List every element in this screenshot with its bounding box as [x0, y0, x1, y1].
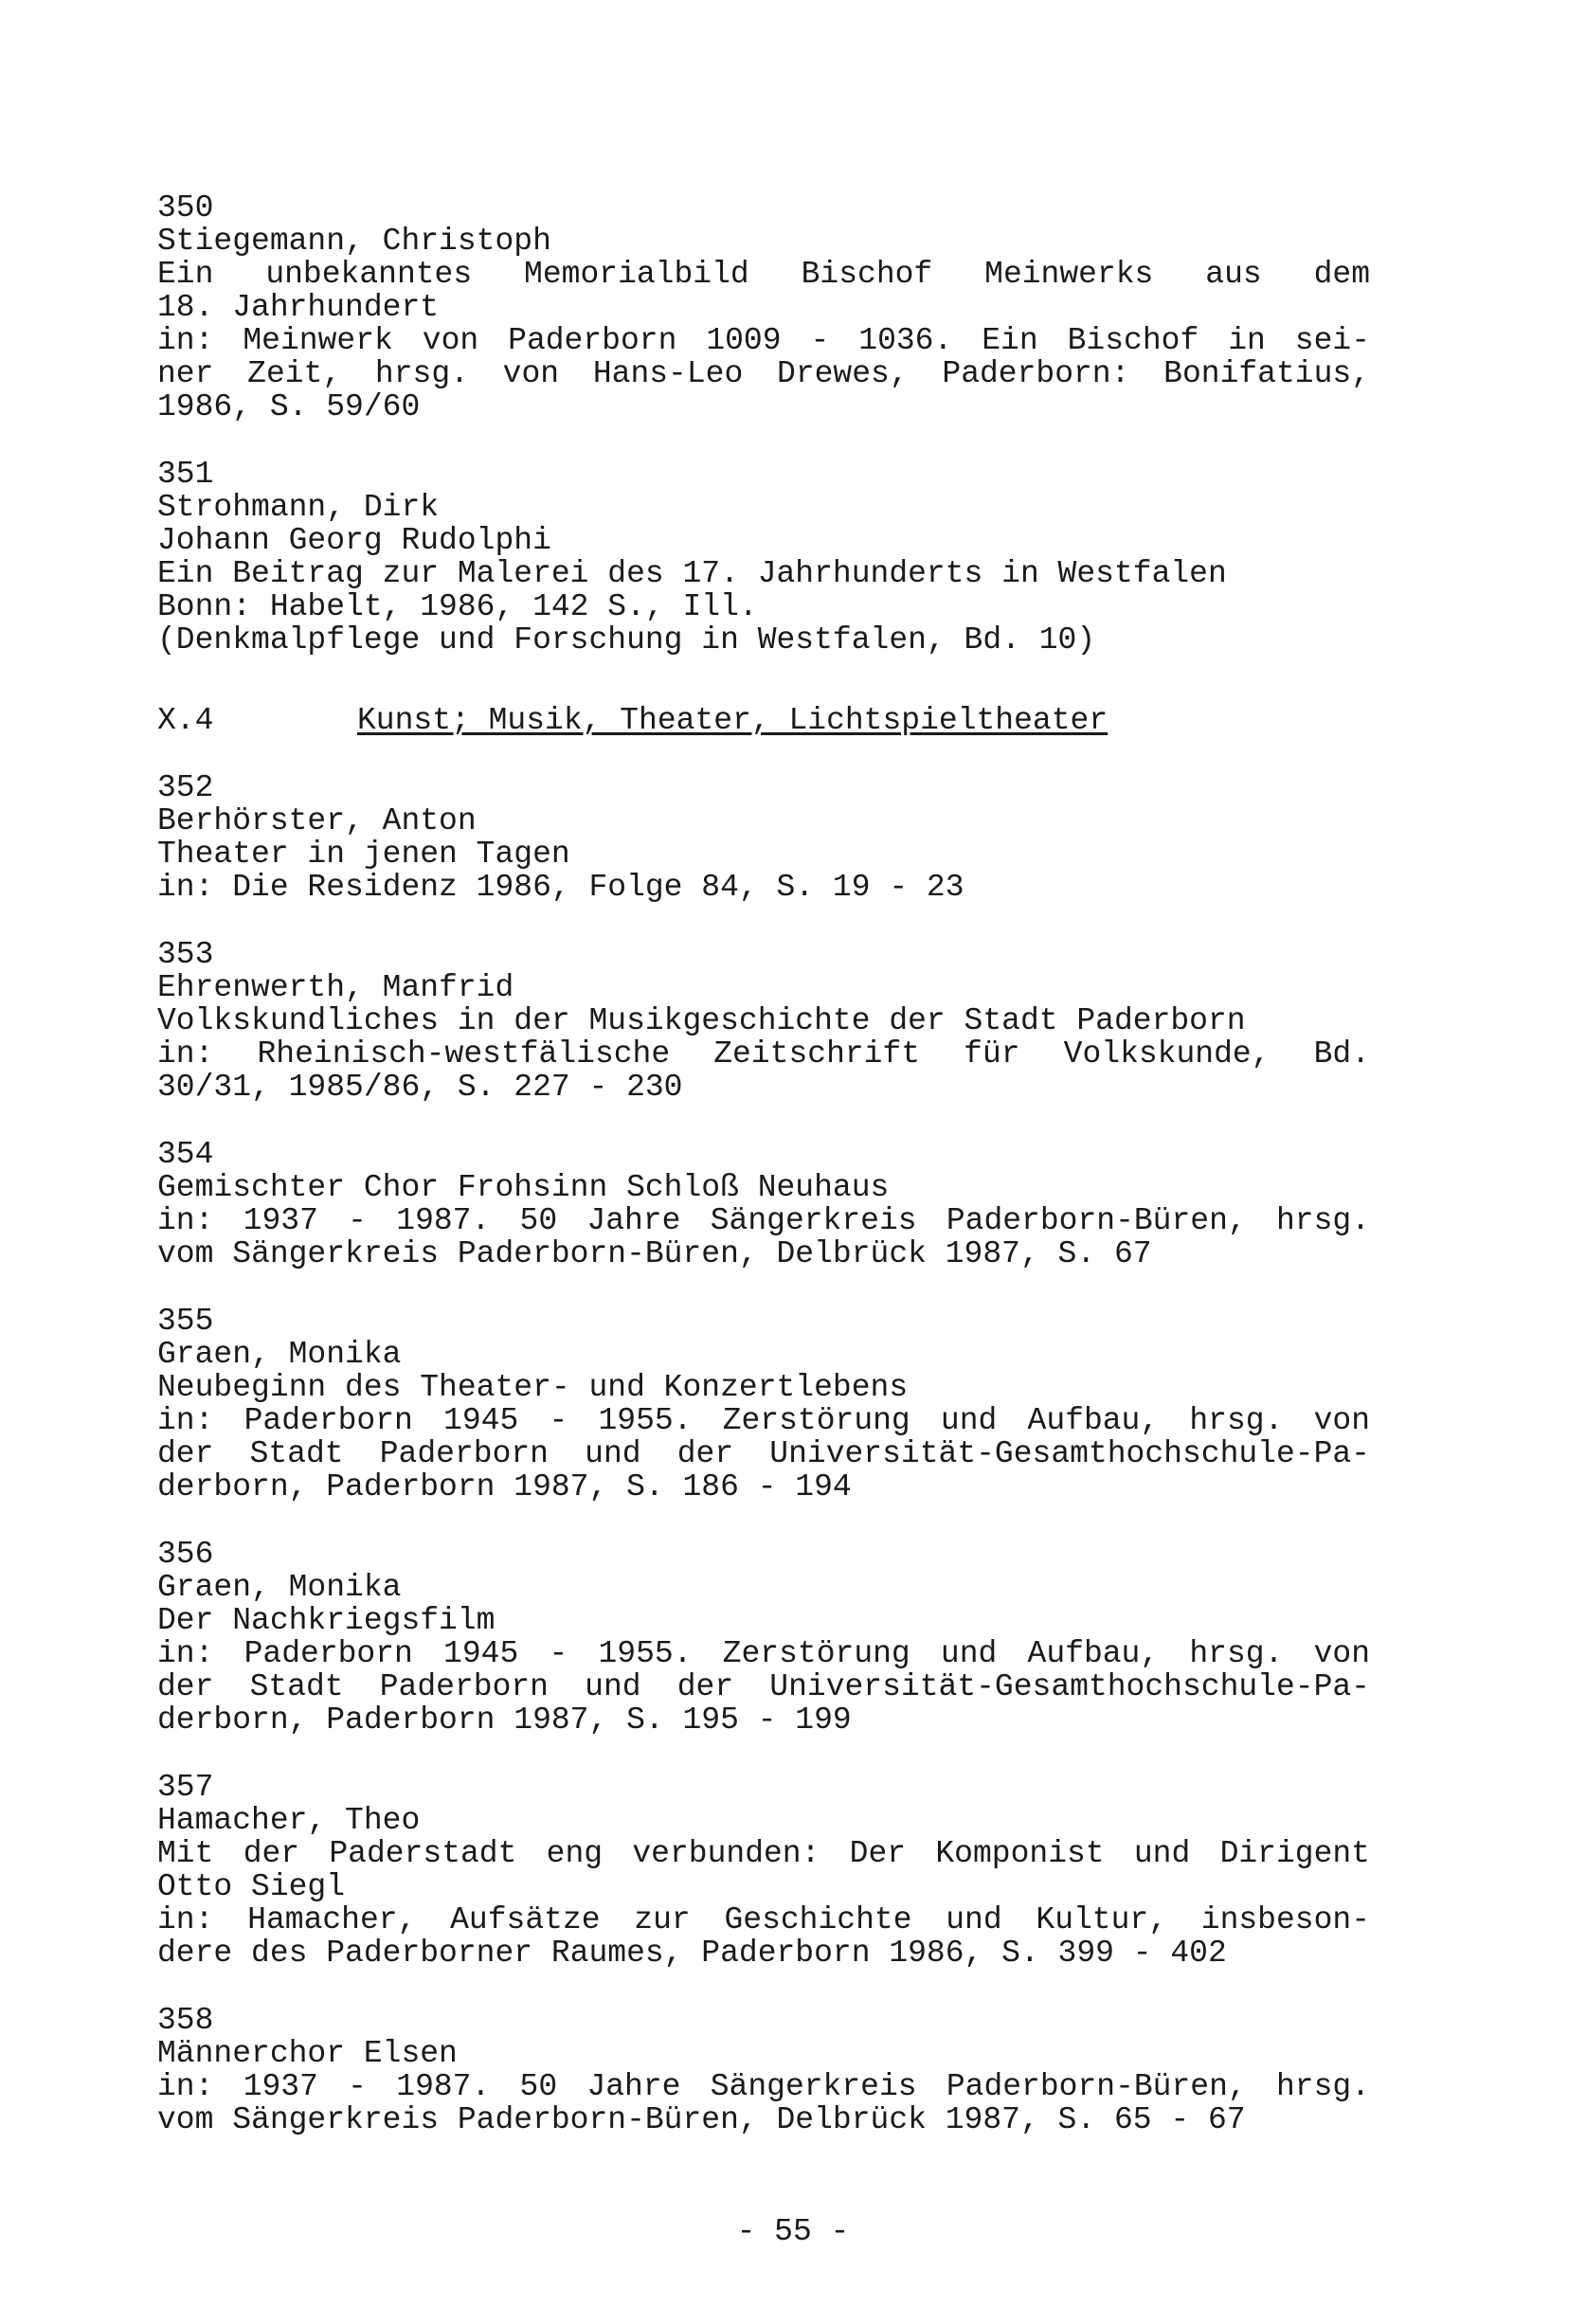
bibliography-entry [157, 1138, 1370, 1270]
bibliography-entry [157, 938, 1370, 1104]
entry-line: in: Rheinisch-westfälische Zeitschrift für Volkskunde, Bd. [157, 1036, 1370, 1072]
entry-line: Berhörster, Anton [157, 803, 477, 838]
entry-line: Ehrenwerth, Manfrid [157, 970, 514, 1005]
entry-line: Volkskundliches in der Musikgeschichte der Stadt Paderborn [157, 1003, 1246, 1038]
entry-line: Gemischter Chor Frohsinn Schloß Neuhaus [157, 1170, 890, 1205]
entry-line: Otto Siegl [157, 1869, 346, 1904]
entry-line: Bonn: Habelt, 1986, 142 S., Ill. [157, 589, 758, 624]
entry-spacer [157, 1504, 1370, 1538]
section-number: X.4 [157, 703, 214, 738]
entry-line: Ein unbekanntes Memorialbild Bischof Meinwerks aus dem [157, 257, 1370, 292]
entry-line: Graen, Monika [157, 1570, 402, 1605]
bibliography-entry [157, 458, 1370, 657]
entry-line: Hamacher, Theo [157, 1803, 421, 1838]
page-number: - 55 - [736, 2214, 850, 2249]
entry-line: Theater in jenen Tagen [157, 837, 570, 872]
entry-number: 354 [157, 1137, 214, 1172]
entry-line: in: Paderborn 1945 - 1955. Zerstörung und Aufbau, hrsg. von [157, 1403, 1370, 1438]
entry-number: 350 [157, 190, 214, 225]
entry-number: 355 [157, 1304, 214, 1339]
entry-line: der Stadt Paderborn und der Universität-Gesamthochschule-Pa- [157, 1436, 1370, 1471]
bibliography-entry [157, 1305, 1370, 1504]
entry-line: 30/31, 1985/86, S. 227 - 230 [157, 1070, 683, 1105]
section-heading [157, 704, 1370, 737]
entry-line: Stiegemann, Christoph [157, 224, 551, 259]
entries-before-section [157, 191, 1370, 657]
section-title: Kunst; Musik, Theater, Lichtspieltheater [357, 703, 1108, 738]
entry-line: vom Sängerkreis Paderborn-Büren, Delbrück 1987, S. 65 - 67 [157, 2102, 1246, 2137]
bibliography-entry [157, 191, 1370, 423]
entry-number: 358 [157, 2003, 214, 2038]
entry-line: 18. Jahrhundert [157, 290, 440, 325]
entry-spacer [157, 1104, 1370, 1138]
entry-line: 1986, S. 59/60 [157, 389, 421, 424]
entry-line: Der Nachkriegsfilm [157, 1603, 496, 1638]
entry-number: 352 [157, 770, 214, 805]
entry-line: Graen, Monika [157, 1337, 402, 1372]
entry-spacer [157, 1737, 1370, 1771]
entry-line: Ein Beitrag zur Malerei des 17. Jahrhunderts in Westfalen [157, 556, 1227, 591]
bibliography-entry [157, 1538, 1370, 1737]
entry-line: derborn, Paderborn 1987, S. 186 - 194 [157, 1469, 852, 1504]
entry-number: 351 [157, 457, 214, 492]
entry-line: Strohmann, Dirk [157, 490, 440, 525]
entry-line: ner Zeit, hrsg. von Hans-Leo Drewes, Paderborn: Bonifatius, [157, 356, 1370, 391]
bibliography-entry [157, 2004, 1370, 2136]
entries-after-section [157, 771, 1370, 2136]
entry-line: dere des Paderborner Raumes, Paderborn 1986, S. 399 - 402 [157, 1936, 1227, 1971]
entry-spacer [157, 904, 1370, 938]
entry-line: Mit der Paderstadt eng verbunden: Der Komponist und Dirigent [157, 1836, 1370, 1871]
entry-line: in: 1937 - 1987. 50 Jahre Sängerkreis Paderborn-Büren, hrsg. [157, 1203, 1370, 1238]
entry-spacer [157, 1970, 1370, 2004]
entry-number: 356 [157, 1537, 214, 1572]
bibliography-entry [157, 1771, 1370, 1970]
entry-number: 357 [157, 1770, 214, 1805]
entry-line: in: Meinwerk von Paderborn 1009 - 1036. Ein Bischof in sei- [157, 323, 1370, 358]
entry-line: derborn, Paderborn 1987, S. 195 - 199 [157, 1702, 852, 1738]
entry-line: der Stadt Paderborn und der Universität-Gesamthochschule-Pa- [157, 1669, 1370, 1704]
bibliography-entry [157, 771, 1370, 904]
entry-line: in: Paderborn 1945 - 1955. Zerstörung und Aufbau, hrsg. von [157, 1636, 1370, 1671]
bibliography-page [157, 191, 1370, 2136]
entry-line: Johann Georg Rudolphi [157, 523, 551, 558]
entry-line: in: Hamacher, Aufsätze zur Geschichte und Kultur, insbeson- [157, 1902, 1370, 1937]
entry-line: in: Die Residenz 1986, Folge 84, S. 19 - 23 [157, 870, 964, 905]
entry-line: vom Sängerkreis Paderborn-Büren, Delbrück 1987, S. 67 [157, 1236, 1152, 1271]
entry-spacer [157, 423, 1370, 458]
entry-line: Neubeginn des Theater- und Konzertlebens [157, 1370, 909, 1405]
entry-line: in: 1937 - 1987. 50 Jahre Sängerkreis Paderborn-Büren, hrsg. [157, 2069, 1370, 2104]
entry-number: 353 [157, 937, 214, 972]
entry-line: (Denkmalpflege und Forschung in Westfalen, Bd. 10) [157, 622, 1096, 658]
entry-line: Männerchor Elsen [157, 2036, 458, 2071]
entry-spacer [157, 1270, 1370, 1305]
